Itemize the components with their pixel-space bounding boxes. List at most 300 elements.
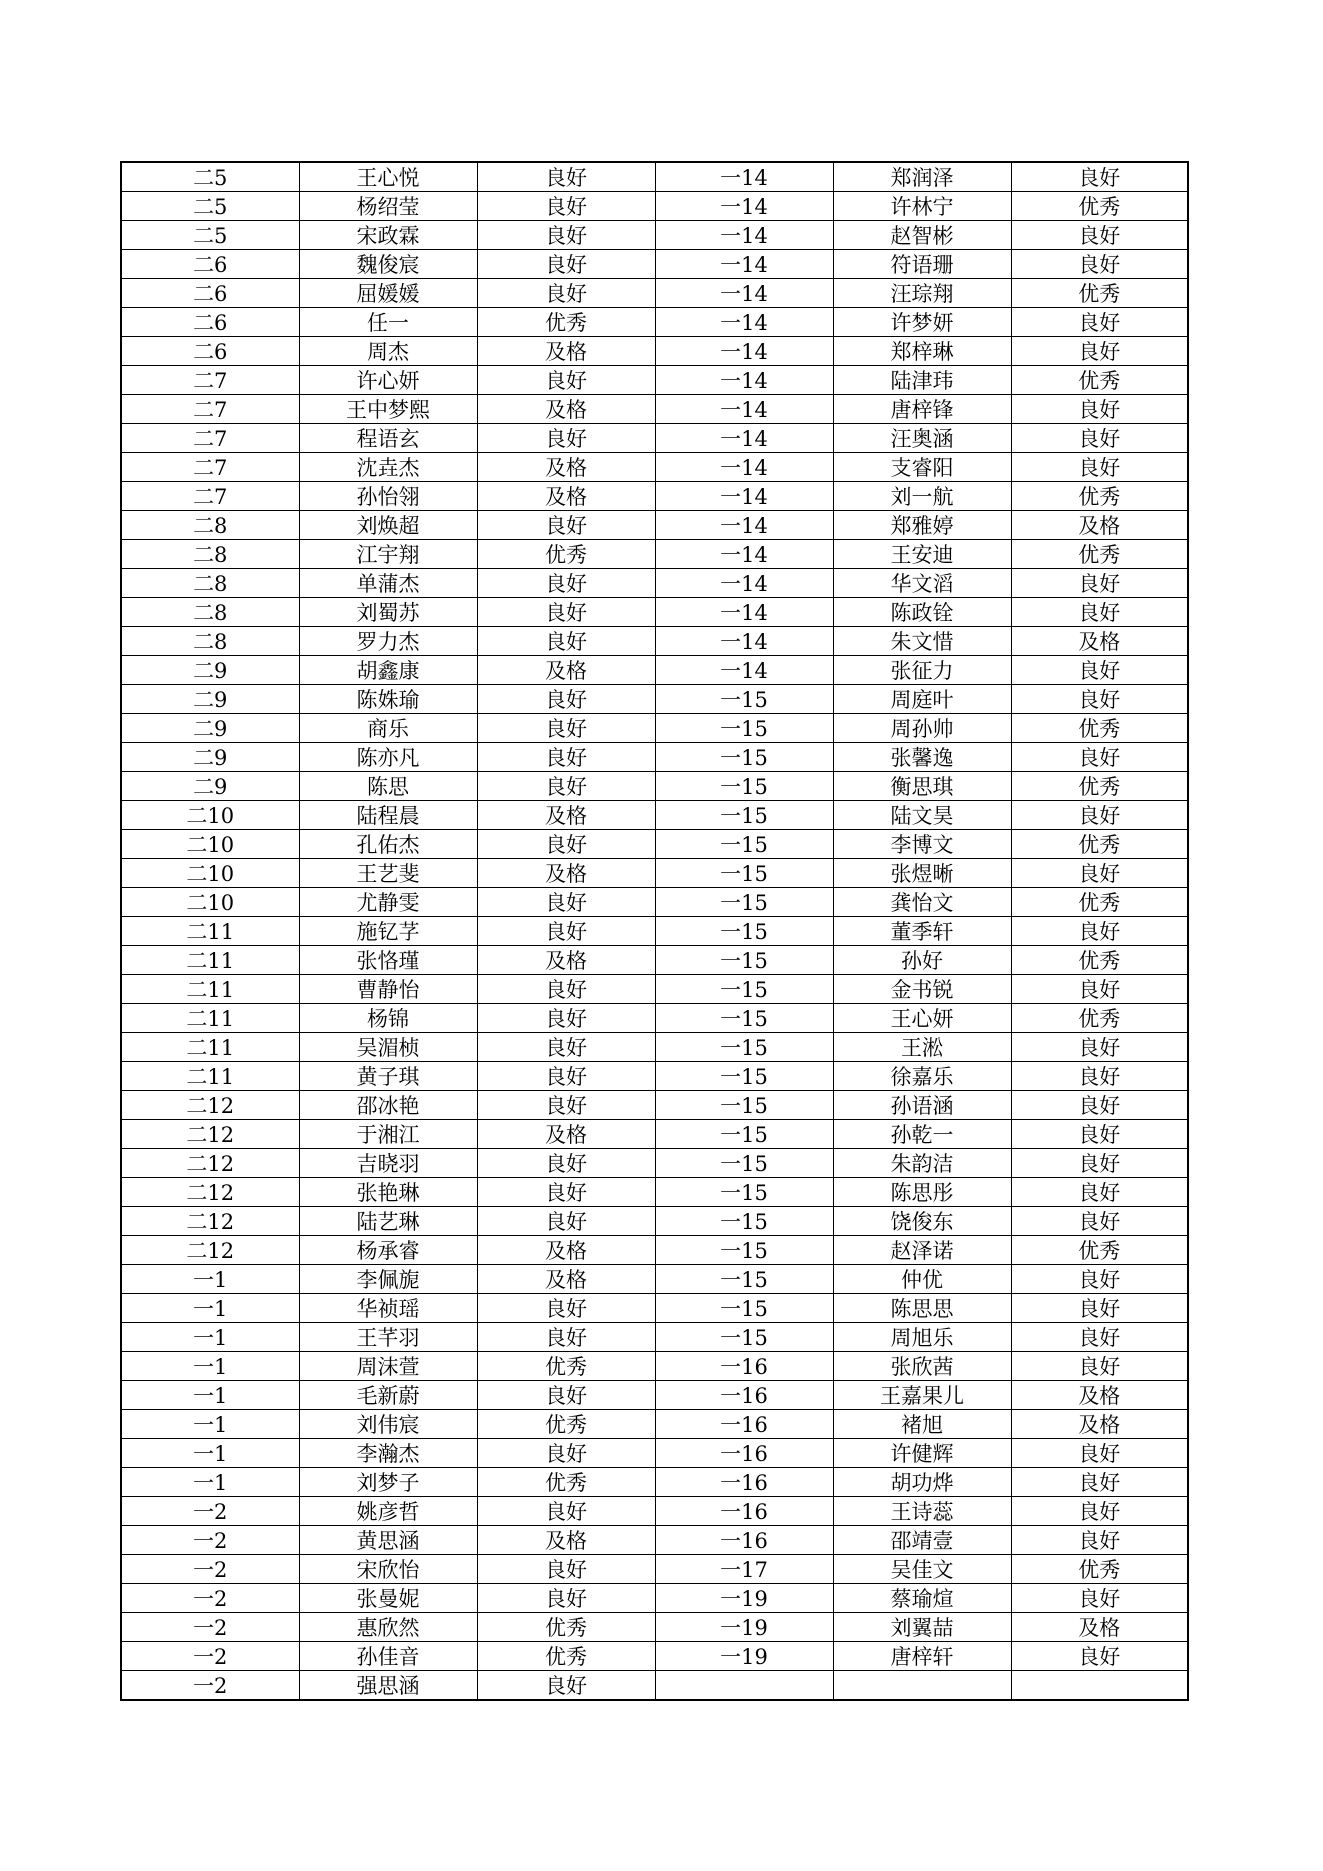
class-cell: 一14 bbox=[655, 162, 833, 192]
table-row bbox=[121, 482, 1188, 511]
class-cell: 一15 bbox=[655, 830, 833, 859]
table-row bbox=[121, 1149, 1188, 1178]
class-cell: 一15 bbox=[655, 801, 833, 830]
class-cell: 一15 bbox=[655, 1323, 833, 1352]
name-cell: 孙好 bbox=[833, 946, 1011, 975]
class-cell: 一15 bbox=[655, 859, 833, 888]
grade-cell: 良好 bbox=[477, 1671, 655, 1701]
class-cell: 一15 bbox=[655, 772, 833, 801]
name-cell: 杨锦 bbox=[299, 1004, 477, 1033]
grade-cell: 良好 bbox=[1011, 1207, 1188, 1236]
grade-cell: 良好 bbox=[477, 830, 655, 859]
class-cell: 二10 bbox=[121, 888, 299, 917]
name-cell: 刘一航 bbox=[833, 482, 1011, 511]
name-cell: 吉晓羽 bbox=[299, 1149, 477, 1178]
grade-cell: 良好 bbox=[1011, 685, 1188, 714]
class-cell: 一16 bbox=[655, 1381, 833, 1410]
class-cell: 二9 bbox=[121, 656, 299, 685]
class-cell: 一1 bbox=[121, 1410, 299, 1439]
class-cell: 二6 bbox=[121, 250, 299, 279]
class-cell: 一14 bbox=[655, 337, 833, 366]
class-cell: 一15 bbox=[655, 888, 833, 917]
table-row bbox=[121, 743, 1188, 772]
class-cell: 一1 bbox=[121, 1294, 299, 1323]
name-cell: 陈姝瑜 bbox=[299, 685, 477, 714]
grade-cell: 良好 bbox=[477, 279, 655, 308]
name-cell: 王艺斐 bbox=[299, 859, 477, 888]
class-cell: 二5 bbox=[121, 192, 299, 221]
grade-cell: 良好 bbox=[477, 685, 655, 714]
name-cell: 单蒲杰 bbox=[299, 569, 477, 598]
name-cell: 华文滔 bbox=[833, 569, 1011, 598]
table-row bbox=[121, 685, 1188, 714]
class-cell: 一15 bbox=[655, 946, 833, 975]
name-cell: 龚怡文 bbox=[833, 888, 1011, 917]
class-cell: 一14 bbox=[655, 482, 833, 511]
name-cell: 孙乾一 bbox=[833, 1120, 1011, 1149]
class-cell: 二12 bbox=[121, 1149, 299, 1178]
name-cell: 李佩旎 bbox=[299, 1265, 477, 1294]
class-cell: 一16 bbox=[655, 1439, 833, 1468]
class-cell: 二11 bbox=[121, 1004, 299, 1033]
grade-cell: 及格 bbox=[1011, 1410, 1188, 1439]
grade-cell: 良好 bbox=[477, 162, 655, 192]
name-cell: 华祯瑶 bbox=[299, 1294, 477, 1323]
name-cell: 赵智彬 bbox=[833, 221, 1011, 250]
name-cell: 程语玄 bbox=[299, 424, 477, 453]
name-cell: 杨绍莹 bbox=[299, 192, 477, 221]
name-cell: 许健辉 bbox=[833, 1439, 1011, 1468]
class-cell: 一1 bbox=[121, 1439, 299, 1468]
table-row bbox=[121, 337, 1188, 366]
grade-cell: 优秀 bbox=[477, 540, 655, 569]
table-row bbox=[121, 569, 1188, 598]
class-cell: 一14 bbox=[655, 656, 833, 685]
name-cell bbox=[833, 1671, 1011, 1701]
name-cell: 董季轩 bbox=[833, 917, 1011, 946]
grade-cell: 良好 bbox=[477, 1439, 655, 1468]
class-cell: 二9 bbox=[121, 772, 299, 801]
name-cell: 张曼妮 bbox=[299, 1584, 477, 1613]
grade-cell: 优秀 bbox=[477, 1613, 655, 1642]
name-cell: 孙语涵 bbox=[833, 1091, 1011, 1120]
table-row bbox=[121, 888, 1188, 917]
table-row bbox=[121, 1323, 1188, 1352]
class-cell: 二5 bbox=[121, 162, 299, 192]
class-cell: 二6 bbox=[121, 337, 299, 366]
name-cell: 王芊羽 bbox=[299, 1323, 477, 1352]
name-cell: 张征力 bbox=[833, 656, 1011, 685]
grade-cell: 良好 bbox=[477, 569, 655, 598]
class-cell: 一15 bbox=[655, 1207, 833, 1236]
grade-cell: 良好 bbox=[1011, 859, 1188, 888]
class-cell: 二10 bbox=[121, 801, 299, 830]
name-cell: 尤静雯 bbox=[299, 888, 477, 917]
class-cell: 一14 bbox=[655, 453, 833, 482]
class-cell: 一14 bbox=[655, 250, 833, 279]
class-cell: 一2 bbox=[121, 1526, 299, 1555]
name-cell: 刘翼喆 bbox=[833, 1613, 1011, 1642]
name-cell: 邵靖壹 bbox=[833, 1526, 1011, 1555]
class-cell: 一19 bbox=[655, 1642, 833, 1671]
grade-cell: 良好 bbox=[1011, 598, 1188, 627]
grade-cell: 良好 bbox=[1011, 801, 1188, 830]
class-cell: 一15 bbox=[655, 743, 833, 772]
table-row bbox=[121, 714, 1188, 743]
table-row bbox=[121, 946, 1188, 975]
class-cell: 一15 bbox=[655, 1265, 833, 1294]
class-cell: 一15 bbox=[655, 714, 833, 743]
table-row bbox=[121, 1004, 1188, 1033]
grade-cell: 良好 bbox=[1011, 1584, 1188, 1613]
grade-cell: 良好 bbox=[477, 424, 655, 453]
name-cell: 陆程晨 bbox=[299, 801, 477, 830]
grade-cell: 优秀 bbox=[1011, 1555, 1188, 1584]
name-cell: 于湘江 bbox=[299, 1120, 477, 1149]
table-row bbox=[121, 1671, 1188, 1701]
name-cell: 唐梓轩 bbox=[833, 1642, 1011, 1671]
table-row bbox=[121, 221, 1188, 250]
grade-cell: 良好 bbox=[1011, 1265, 1188, 1294]
class-cell: 一14 bbox=[655, 627, 833, 656]
table-row bbox=[121, 1236, 1188, 1265]
grade-cell: 良好 bbox=[477, 192, 655, 221]
table-row bbox=[121, 511, 1188, 540]
name-cell: 徐嘉乐 bbox=[833, 1062, 1011, 1091]
table-row bbox=[121, 308, 1188, 337]
name-cell: 陈政铨 bbox=[833, 598, 1011, 627]
name-cell: 强思涵 bbox=[299, 1671, 477, 1701]
grade-cell: 优秀 bbox=[1011, 830, 1188, 859]
grade-cell: 良好 bbox=[477, 511, 655, 540]
grade-cell: 良好 bbox=[1011, 221, 1188, 250]
grade-cell: 优秀 bbox=[1011, 482, 1188, 511]
class-cell: 一2 bbox=[121, 1671, 299, 1701]
class-cell: 二8 bbox=[121, 569, 299, 598]
table-row bbox=[121, 1642, 1188, 1671]
table-row bbox=[121, 366, 1188, 395]
grade-cell: 及格 bbox=[477, 946, 655, 975]
class-cell: 二12 bbox=[121, 1091, 299, 1120]
table-row bbox=[121, 1439, 1188, 1468]
name-cell: 陈亦凡 bbox=[299, 743, 477, 772]
class-cell: 一19 bbox=[655, 1584, 833, 1613]
grade-cell: 优秀 bbox=[1011, 366, 1188, 395]
table-row bbox=[121, 192, 1188, 221]
grade-cell: 良好 bbox=[1011, 1323, 1188, 1352]
name-cell: 吴佳文 bbox=[833, 1555, 1011, 1584]
grade-cell: 良好 bbox=[477, 1004, 655, 1033]
name-cell: 许梦妍 bbox=[833, 308, 1011, 337]
class-cell: 一14 bbox=[655, 308, 833, 337]
grade-cell: 良好 bbox=[1011, 1178, 1188, 1207]
grade-cell: 良好 bbox=[1011, 1033, 1188, 1062]
class-cell: 一15 bbox=[655, 1149, 833, 1178]
class-cell: 一15 bbox=[655, 685, 833, 714]
grade-cell: 良好 bbox=[1011, 1062, 1188, 1091]
class-cell: 一2 bbox=[121, 1497, 299, 1526]
grade-cell: 及格 bbox=[477, 1265, 655, 1294]
grade-cell: 良好 bbox=[1011, 569, 1188, 598]
name-cell: 江宇翔 bbox=[299, 540, 477, 569]
name-cell: 郑雅婷 bbox=[833, 511, 1011, 540]
grade-cell: 优秀 bbox=[477, 308, 655, 337]
table-row bbox=[121, 1207, 1188, 1236]
grade-cell: 良好 bbox=[1011, 1439, 1188, 1468]
class-cell: 二7 bbox=[121, 395, 299, 424]
name-cell: 周沫萱 bbox=[299, 1352, 477, 1381]
grade-cell: 良好 bbox=[1011, 162, 1188, 192]
class-cell: 一19 bbox=[655, 1613, 833, 1642]
name-cell: 郑润泽 bbox=[833, 162, 1011, 192]
class-cell: 一14 bbox=[655, 395, 833, 424]
class-cell: 一1 bbox=[121, 1381, 299, 1410]
table-row bbox=[121, 598, 1188, 627]
grade-cell: 良好 bbox=[477, 1323, 655, 1352]
class-cell: 二7 bbox=[121, 482, 299, 511]
grade-cell: 良好 bbox=[1011, 1497, 1188, 1526]
name-cell: 惠欣然 bbox=[299, 1613, 477, 1642]
class-cell: 一16 bbox=[655, 1410, 833, 1439]
class-cell: 一14 bbox=[655, 424, 833, 453]
grade-cell: 优秀 bbox=[1011, 772, 1188, 801]
class-cell: 二11 bbox=[121, 1062, 299, 1091]
name-cell: 朱韵洁 bbox=[833, 1149, 1011, 1178]
name-cell: 汪琮翔 bbox=[833, 279, 1011, 308]
class-cell: 二9 bbox=[121, 714, 299, 743]
table-row bbox=[121, 1178, 1188, 1207]
name-cell: 宋欣怡 bbox=[299, 1555, 477, 1584]
grade-cell: 良好 bbox=[1011, 743, 1188, 772]
name-cell: 毛新蔚 bbox=[299, 1381, 477, 1410]
table-row bbox=[121, 975, 1188, 1004]
class-cell: 一2 bbox=[121, 1642, 299, 1671]
table-row bbox=[121, 1497, 1188, 1526]
table-row bbox=[121, 801, 1188, 830]
name-cell: 曹静怡 bbox=[299, 975, 477, 1004]
grade-cell: 良好 bbox=[477, 1555, 655, 1584]
table-row bbox=[121, 250, 1188, 279]
grade-cell: 优秀 bbox=[1011, 946, 1188, 975]
grade-cell: 良好 bbox=[1011, 1526, 1188, 1555]
class-cell: 一2 bbox=[121, 1613, 299, 1642]
class-cell: 一1 bbox=[121, 1265, 299, 1294]
grade-cell: 良好 bbox=[1011, 424, 1188, 453]
class-cell: 一15 bbox=[655, 1120, 833, 1149]
class-cell: 一16 bbox=[655, 1497, 833, 1526]
table-row bbox=[121, 1265, 1188, 1294]
class-cell: 一15 bbox=[655, 1236, 833, 1265]
name-cell: 孙怡翎 bbox=[299, 482, 477, 511]
grade-cell: 及格 bbox=[477, 1120, 655, 1149]
table-body bbox=[121, 162, 1188, 1700]
table-row bbox=[121, 1033, 1188, 1062]
grade-cell: 优秀 bbox=[1011, 1004, 1188, 1033]
name-cell: 陈思思 bbox=[833, 1294, 1011, 1323]
grade-cell: 优秀 bbox=[477, 1642, 655, 1671]
class-cell: 一15 bbox=[655, 1004, 833, 1033]
class-cell: 二8 bbox=[121, 540, 299, 569]
class-cell: 一2 bbox=[121, 1584, 299, 1613]
name-cell: 周杰 bbox=[299, 337, 477, 366]
class-cell: 一14 bbox=[655, 511, 833, 540]
name-cell: 李瀚杰 bbox=[299, 1439, 477, 1468]
grade-cell: 良好 bbox=[1011, 1091, 1188, 1120]
class-cell: 一15 bbox=[655, 917, 833, 946]
name-cell: 刘梦子 bbox=[299, 1468, 477, 1497]
class-cell: 一16 bbox=[655, 1352, 833, 1381]
name-cell: 仲优 bbox=[833, 1265, 1011, 1294]
table-row bbox=[121, 162, 1188, 192]
grade-cell: 良好 bbox=[1011, 250, 1188, 279]
class-cell: 一15 bbox=[655, 1062, 833, 1091]
class-cell: 一15 bbox=[655, 1091, 833, 1120]
class-cell: 一14 bbox=[655, 569, 833, 598]
class-cell: 一16 bbox=[655, 1468, 833, 1497]
class-cell: 一14 bbox=[655, 540, 833, 569]
table-row bbox=[121, 656, 1188, 685]
class-cell: 二9 bbox=[121, 685, 299, 714]
name-cell: 屈媛媛 bbox=[299, 279, 477, 308]
grade-cell: 及格 bbox=[1011, 627, 1188, 656]
grade-cell: 良好 bbox=[477, 627, 655, 656]
grade-cell: 优秀 bbox=[1011, 279, 1188, 308]
name-cell: 王心悦 bbox=[299, 162, 477, 192]
class-cell: 二7 bbox=[121, 366, 299, 395]
class-cell: 二6 bbox=[121, 279, 299, 308]
class-cell: 二12 bbox=[121, 1207, 299, 1236]
table-row bbox=[121, 772, 1188, 801]
class-cell: 二12 bbox=[121, 1120, 299, 1149]
name-cell: 黄子琪 bbox=[299, 1062, 477, 1091]
grade-cell: 优秀 bbox=[1011, 540, 1188, 569]
table-row bbox=[121, 627, 1188, 656]
name-cell: 王淞 bbox=[833, 1033, 1011, 1062]
grade-cell: 及格 bbox=[477, 1526, 655, 1555]
name-cell: 周庭叶 bbox=[833, 685, 1011, 714]
name-cell: 施钇芓 bbox=[299, 917, 477, 946]
grade-cell: 及格 bbox=[1011, 511, 1188, 540]
grade-cell: 良好 bbox=[477, 917, 655, 946]
grade-cell: 良好 bbox=[477, 250, 655, 279]
grade-cell: 良好 bbox=[1011, 308, 1188, 337]
table-row bbox=[121, 279, 1188, 308]
table-row bbox=[121, 1555, 1188, 1584]
class-cell: 一1 bbox=[121, 1323, 299, 1352]
grade-cell: 良好 bbox=[1011, 1294, 1188, 1323]
grade-cell: 良好 bbox=[1011, 337, 1188, 366]
student-grade-table bbox=[120, 161, 1189, 1701]
class-cell: 二11 bbox=[121, 946, 299, 975]
table-row bbox=[121, 424, 1188, 453]
name-cell: 蔡瑜煊 bbox=[833, 1584, 1011, 1613]
table-row bbox=[121, 1410, 1188, 1439]
name-cell: 刘蜀苏 bbox=[299, 598, 477, 627]
name-cell: 陆津玮 bbox=[833, 366, 1011, 395]
name-cell: 魏俊宸 bbox=[299, 250, 477, 279]
class-cell: 一15 bbox=[655, 975, 833, 1004]
class-cell: 二11 bbox=[121, 1033, 299, 1062]
name-cell: 郑梓琳 bbox=[833, 337, 1011, 366]
class-cell: 二10 bbox=[121, 859, 299, 888]
table-row bbox=[121, 540, 1188, 569]
name-cell: 张艳琳 bbox=[299, 1178, 477, 1207]
class-cell: 一14 bbox=[655, 598, 833, 627]
grade-cell: 优秀 bbox=[477, 1352, 655, 1381]
grade-cell: 良好 bbox=[1011, 453, 1188, 482]
name-cell: 陈思彤 bbox=[833, 1178, 1011, 1207]
table-row bbox=[121, 859, 1188, 888]
grade-cell: 优秀 bbox=[1011, 192, 1188, 221]
class-cell: 一1 bbox=[121, 1352, 299, 1381]
grade-cell: 良好 bbox=[1011, 395, 1188, 424]
name-cell: 王中梦熙 bbox=[299, 395, 477, 424]
grade-cell: 良好 bbox=[477, 221, 655, 250]
table-row bbox=[121, 453, 1188, 482]
grade-cell: 及格 bbox=[477, 1236, 655, 1265]
grade-cell: 良好 bbox=[477, 772, 655, 801]
grade-cell: 优秀 bbox=[1011, 1236, 1188, 1265]
grade-cell: 良好 bbox=[477, 1497, 655, 1526]
table-row bbox=[121, 395, 1188, 424]
name-cell: 沈垚杰 bbox=[299, 453, 477, 482]
grade-cell bbox=[1011, 1671, 1188, 1701]
class-cell: 二11 bbox=[121, 975, 299, 1004]
name-cell: 王诗蕊 bbox=[833, 1497, 1011, 1526]
name-cell: 王安迪 bbox=[833, 540, 1011, 569]
name-cell: 姚彦哲 bbox=[299, 1497, 477, 1526]
table-row bbox=[121, 1584, 1188, 1613]
table-row bbox=[121, 830, 1188, 859]
grade-cell: 优秀 bbox=[477, 1410, 655, 1439]
name-cell: 许心妍 bbox=[299, 366, 477, 395]
name-cell: 胡功烨 bbox=[833, 1468, 1011, 1497]
name-cell: 陆艺琳 bbox=[299, 1207, 477, 1236]
grade-cell: 良好 bbox=[477, 1294, 655, 1323]
class-cell: 二5 bbox=[121, 221, 299, 250]
name-cell: 支睿阳 bbox=[833, 453, 1011, 482]
grade-cell: 及格 bbox=[477, 482, 655, 511]
name-cell: 王心妍 bbox=[833, 1004, 1011, 1033]
name-cell: 周旭乐 bbox=[833, 1323, 1011, 1352]
table-row bbox=[121, 1526, 1188, 1555]
grade-cell: 及格 bbox=[1011, 1613, 1188, 1642]
name-cell: 周孙帅 bbox=[833, 714, 1011, 743]
class-cell: 一15 bbox=[655, 1178, 833, 1207]
table-row bbox=[121, 1468, 1188, 1497]
grade-cell: 良好 bbox=[1011, 975, 1188, 1004]
grade-cell: 及格 bbox=[1011, 1381, 1188, 1410]
name-cell: 张欣茜 bbox=[833, 1352, 1011, 1381]
class-cell: 二9 bbox=[121, 743, 299, 772]
class-cell: 二7 bbox=[121, 424, 299, 453]
grade-cell: 及格 bbox=[477, 859, 655, 888]
name-cell: 金书锐 bbox=[833, 975, 1011, 1004]
name-cell: 张煜晰 bbox=[833, 859, 1011, 888]
class-cell: 二12 bbox=[121, 1236, 299, 1265]
grade-cell: 良好 bbox=[477, 1149, 655, 1178]
class-cell: 二8 bbox=[121, 511, 299, 540]
class-cell: 二11 bbox=[121, 917, 299, 946]
grade-cell: 良好 bbox=[477, 714, 655, 743]
grade-cell: 良好 bbox=[1011, 1642, 1188, 1671]
class-cell: 一15 bbox=[655, 1033, 833, 1062]
grade-cell: 及格 bbox=[477, 395, 655, 424]
grade-cell: 良好 bbox=[477, 366, 655, 395]
name-cell: 孙佳音 bbox=[299, 1642, 477, 1671]
class-cell: 一15 bbox=[655, 1294, 833, 1323]
grade-cell: 良好 bbox=[1011, 1120, 1188, 1149]
